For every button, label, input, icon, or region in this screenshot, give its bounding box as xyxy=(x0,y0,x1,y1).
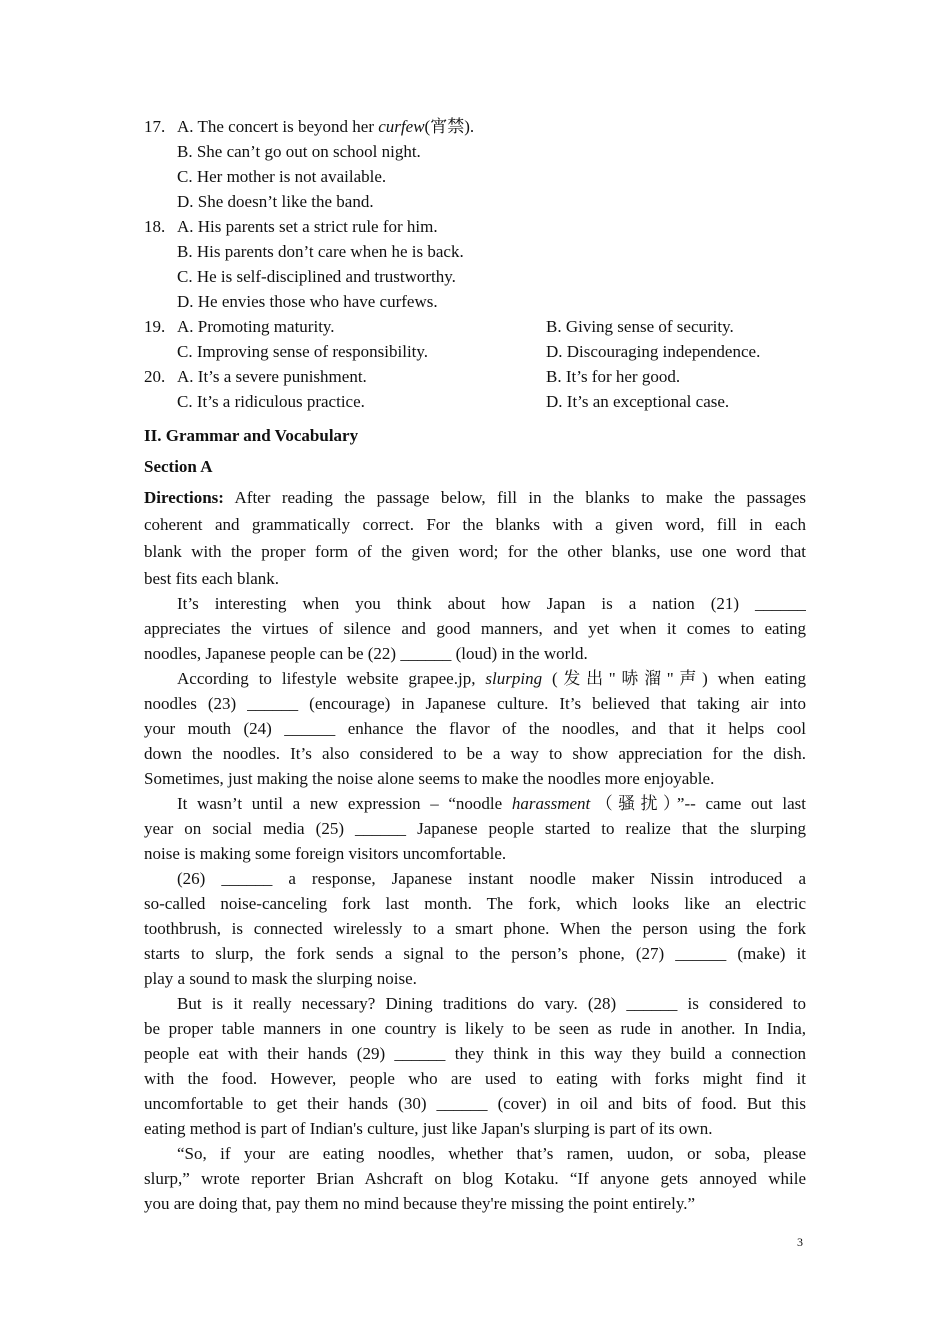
passage-line: But is it really necessary? Dining traditions do vary. (28) ______ is considered to xyxy=(177,994,806,1013)
passage-line: people eat with their hands (29) ______ they think in this way they build a connection xyxy=(144,1044,806,1063)
answer-option: A. The concert is beyond her curfew(宵禁). xyxy=(177,117,475,136)
passage xyxy=(144,591,806,1216)
answer-option: A. Promoting maturity. xyxy=(177,317,335,336)
answer-option: D. It’s an exceptional case. xyxy=(546,392,730,411)
question-line xyxy=(144,189,806,214)
passage-line: It’s interesting when you think about how Japan is a nation (21) ______ xyxy=(177,594,806,613)
question-line xyxy=(144,114,806,139)
question-line xyxy=(144,364,806,389)
passage-line: noise is making some foreign visitors uncomfortable. xyxy=(144,844,507,863)
answer-option: B. His parents don’t care when he is back. xyxy=(177,242,464,261)
directions-line: best fits each blank. xyxy=(144,569,280,588)
passage-line: year on social media (25) ______ Japanese people started to realize that the slurping xyxy=(144,819,806,838)
answer-option: D. She doesn’t like the band. xyxy=(177,192,374,211)
passage-line: (26) ______ a response, Japanese instant noodle maker Nissin introduced a xyxy=(177,869,806,888)
page-number: 3 xyxy=(797,1235,803,1249)
question-number: 17. xyxy=(144,117,166,136)
answer-option: D. He envies those who have curfews. xyxy=(177,292,438,311)
section-heading xyxy=(144,420,806,482)
passage-line: “So, if your are eating noodles, whether that’s ramen, uudon, or soba, please xyxy=(177,1144,806,1163)
passage-line: toothbrush, is connected wirelessly to a smart phone. When the person using the fork xyxy=(144,919,806,938)
answer-option: B. Giving sense of security. xyxy=(546,317,734,336)
passage-line: starts to slurp, the fork sends a signal to the person’s phone, (27) ______ (make) it xyxy=(144,944,806,963)
directions xyxy=(144,484,806,592)
question-number: 20. xyxy=(144,367,166,386)
passage-line: eating method is part of Indian's culture, just like Japan's slurping is part of its own. xyxy=(144,1119,713,1138)
directions-label: Directions: xyxy=(144,488,224,507)
answer-option: C. He is self-disciplined and trustworthy. xyxy=(177,267,456,286)
question-number: 19. xyxy=(144,317,166,336)
question-line xyxy=(144,389,806,414)
passage-line: slurp,” wrote reporter Brian Ashcraft on blog Kotaku. “If anyone gets annoyed while xyxy=(144,1169,806,1188)
answer-option: A. It’s a severe punishment. xyxy=(177,367,367,386)
directions-line: blank with the proper form of the given word; for the other blanks, use one word that xyxy=(144,542,806,561)
passage-line: your mouth (24) ______ enhance the flavor of the noodles, and that it helps cool xyxy=(144,719,806,738)
passage-line: with the food. However, people who are used to eating with forks might find it xyxy=(144,1069,806,1088)
question-line xyxy=(144,339,806,364)
question-line xyxy=(144,139,806,164)
answer-option: D. Discouraging independence. xyxy=(546,342,761,361)
question-line xyxy=(144,289,806,314)
passage-line: you are doing that, pay them no mind because they're missing the point entirely.” xyxy=(144,1194,696,1213)
passage-line: uncomfortable to get their hands (30) ______ (cover) in oil and bits of food. But this xyxy=(144,1094,806,1113)
answer-option: C. Her mother is not available. xyxy=(177,167,387,186)
passage-line: so-called noise-canceling fork last month. The fork, which looks like an electric xyxy=(144,894,806,913)
section-title: II. Grammar and Vocabulary xyxy=(144,426,359,445)
question-number: 18. xyxy=(144,217,166,236)
answer-option: A. His parents set a strict rule for him. xyxy=(177,217,438,236)
question-line xyxy=(144,314,806,339)
passage-line: down the noodles. It’s also considered to be a way to show appreciation for the dish. xyxy=(144,744,806,763)
answer-option: B. She can’t go out on school night. xyxy=(177,142,421,161)
passage-line: noodles (23) ______ (encourage) in Japanese culture. It’s believed that taking air into xyxy=(144,694,806,713)
passage-line: Sometimes, just making the noise alone seems to make the noodles more enjoyable. xyxy=(144,769,715,788)
passage-line: noodles, Japanese people can be (22) ______ (loud) in the world. xyxy=(144,644,588,663)
passage-line: It wasn’t until a new expression – “noodle harassment（骚扰）”-- came out last xyxy=(177,794,806,813)
question-line xyxy=(144,239,806,264)
section-subtitle: Section A xyxy=(144,457,213,476)
passage-line: play a sound to mask the slurping noise. xyxy=(144,969,417,988)
passage-line: According to lifestyle website grapee.jp, slurping (发出"哧溜"声) when eating xyxy=(177,669,806,688)
passage-line: appreciates the virtues of silence and good manners, and yet when it comes to eating xyxy=(144,619,806,638)
passage-line: be proper table manners in one country is likely to be seen as rude in another. In India, xyxy=(144,1019,806,1038)
answer-option: B. It’s for her good. xyxy=(546,367,681,386)
directions-line: coherent and grammatically correct. For the blanks with a given word, fill in each xyxy=(144,515,806,534)
answer-option: C. Improving sense of responsibility. xyxy=(177,342,429,361)
question-line xyxy=(144,214,806,239)
listening-questions xyxy=(144,114,806,414)
question-line xyxy=(144,164,806,189)
directions-line: Directions: After reading the passage below, fill in the blanks to make the passages xyxy=(144,488,806,507)
answer-option: C. It’s a ridiculous practice. xyxy=(177,392,365,411)
question-line xyxy=(144,264,806,289)
